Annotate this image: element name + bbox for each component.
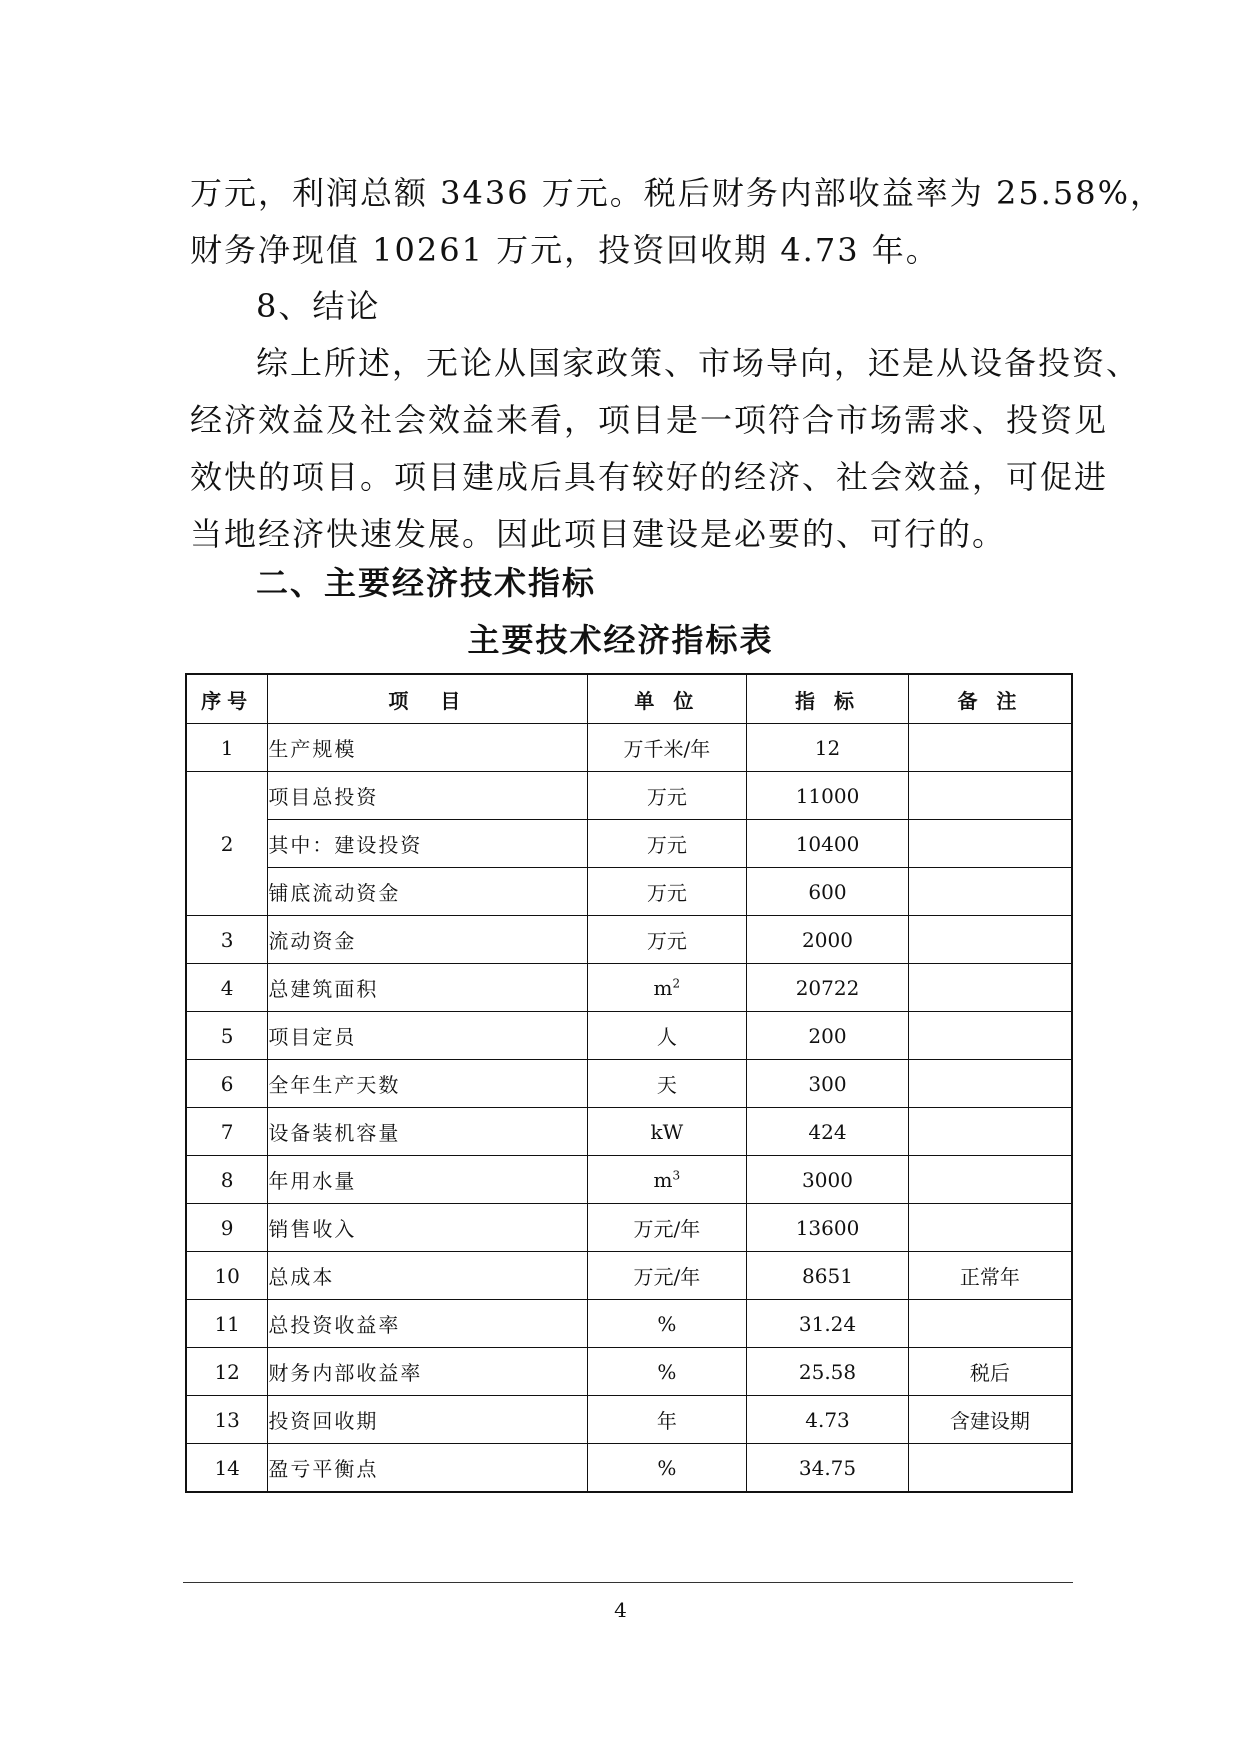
table-row xyxy=(186,1348,1072,1396)
cell-unit: 万元 xyxy=(587,868,747,916)
header-unit: 单 位 xyxy=(587,674,747,724)
table-row xyxy=(186,820,1072,868)
cell-item: 流动资金 xyxy=(268,916,587,964)
cell-note xyxy=(908,868,1072,916)
cell-no: 3 xyxy=(186,916,268,964)
cell-no: 11 xyxy=(186,1300,268,1348)
paragraph-line: 财务净现值 10261 万元，投资回收期 4.73 年。 xyxy=(190,231,940,269)
cell-unit: % xyxy=(587,1444,747,1493)
table-row xyxy=(186,1252,1072,1300)
footer-divider xyxy=(183,1582,1073,1583)
cell-no: 9 xyxy=(186,1204,268,1252)
cell-no: 5 xyxy=(186,1012,268,1060)
cell-unit: % xyxy=(587,1300,747,1348)
cell-value: 3000 xyxy=(747,1156,909,1204)
cell-item: 销售收入 xyxy=(268,1204,587,1252)
cell-no: 14 xyxy=(186,1444,268,1493)
cell-note xyxy=(908,1156,1072,1204)
cell-value: 12 xyxy=(747,724,909,772)
cell-note xyxy=(908,916,1072,964)
cell-note xyxy=(908,820,1072,868)
cell-note xyxy=(908,1060,1072,1108)
page-number: 4 xyxy=(614,1598,627,1622)
section-title: 二、主要经济技术指标 xyxy=(256,564,597,602)
cell-value: 200 xyxy=(747,1012,909,1060)
cell-value: 424 xyxy=(747,1108,909,1156)
header-value: 指 标 xyxy=(747,674,909,724)
paragraph-conclusion xyxy=(190,335,1141,563)
cell-item: 项目总投资 xyxy=(268,772,587,820)
table-row xyxy=(186,772,1072,820)
cell-value: 2000 xyxy=(747,916,909,964)
table-row xyxy=(186,964,1072,1012)
cell-item: 财务内部收益率 xyxy=(268,1348,587,1396)
unit-base: m xyxy=(653,975,673,1000)
cell-value: 10400 xyxy=(747,820,909,868)
cell-value: 20722 xyxy=(747,964,909,1012)
cell-unit: 人 xyxy=(587,1012,747,1060)
cell-note xyxy=(908,1108,1072,1156)
table-row xyxy=(186,1012,1072,1060)
cell-note: 税后 xyxy=(908,1348,1072,1396)
paragraph-line: 综上所述，无论从国家政策、市场导向，还是从设备投资、 xyxy=(256,344,1141,382)
table-title: 主要技术经济指标表 xyxy=(467,621,774,659)
cell-unit xyxy=(587,1156,747,1204)
unit-base: m xyxy=(653,1167,673,1192)
table-row xyxy=(186,724,1072,772)
cell-item: 投资回收期 xyxy=(268,1396,587,1444)
header-note: 备 注 xyxy=(908,674,1072,724)
cell-unit: 万元/年 xyxy=(587,1204,747,1252)
table-header-row xyxy=(186,674,1072,724)
table-row xyxy=(186,1444,1072,1493)
cell-item: 盈亏平衡点 xyxy=(268,1444,587,1493)
cell-note xyxy=(908,1444,1072,1493)
cell-item: 年用水量 xyxy=(268,1156,587,1204)
cell-unit: 万元 xyxy=(587,820,747,868)
cell-unit xyxy=(587,964,747,1012)
indicators-table xyxy=(185,673,1073,1493)
paragraph-line: 效快的项目。项目建成后具有较好的经济、社会效益，可促进 xyxy=(190,458,1109,496)
cell-item: 其中：建设投资 xyxy=(268,820,587,868)
cell-no: 7 xyxy=(186,1108,268,1156)
cell-item: 项目定员 xyxy=(268,1012,587,1060)
cell-unit: % xyxy=(587,1348,747,1396)
cell-unit: kW xyxy=(587,1108,747,1156)
cell-unit: 万千米/年 xyxy=(587,724,747,772)
cell-no: 8 xyxy=(186,1156,268,1204)
cell-item: 总成本 xyxy=(268,1252,587,1300)
cell-item: 全年生产天数 xyxy=(268,1060,587,1108)
cell-value: 600 xyxy=(747,868,909,916)
unit-superscript: 2 xyxy=(672,975,681,990)
cell-value: 8651 xyxy=(747,1252,909,1300)
table-row xyxy=(186,1300,1072,1348)
cell-unit: 年 xyxy=(587,1396,747,1444)
header-item: 项 目 xyxy=(268,674,587,724)
cell-note xyxy=(908,1204,1072,1252)
table-row xyxy=(186,1060,1072,1108)
cell-value: 300 xyxy=(747,1060,909,1108)
cell-unit: 天 xyxy=(587,1060,747,1108)
cell-item: 生产规模 xyxy=(268,724,587,772)
cell-no: 2 xyxy=(186,772,268,916)
paragraph-line: 万元，利润总额 3436 万元。税后财务内部收益率为 25.58%， xyxy=(190,174,1164,212)
cell-note xyxy=(908,1300,1072,1348)
conclusion-heading: 8、结论 xyxy=(256,287,381,325)
cell-note xyxy=(908,1012,1072,1060)
paragraph-line: 经济效益及社会效益来看，项目是一项符合市场需求、投资见 xyxy=(190,401,1109,439)
cell-note: 含建设期 xyxy=(908,1396,1072,1444)
paragraph-financial-summary xyxy=(190,165,1164,279)
cell-no: 10 xyxy=(186,1252,268,1300)
cell-value: 34.75 xyxy=(747,1444,909,1493)
cell-unit: 万元 xyxy=(587,772,747,820)
header-no: 序号 xyxy=(186,674,268,724)
paragraph-line: 当地经济快速发展。因此项目建设是必要的、可行的。 xyxy=(190,515,1007,553)
cell-item: 总建筑面积 xyxy=(268,964,587,1012)
cell-note xyxy=(908,964,1072,1012)
cell-no: 12 xyxy=(186,1348,268,1396)
cell-unit: 万元/年 xyxy=(587,1252,747,1300)
table-row xyxy=(186,868,1072,916)
cell-no: 13 xyxy=(186,1396,268,1444)
cell-item: 铺底流动资金 xyxy=(268,868,587,916)
cell-value: 31.24 xyxy=(747,1300,909,1348)
table-row xyxy=(186,916,1072,964)
cell-no: 1 xyxy=(186,724,268,772)
cell-note xyxy=(908,772,1072,820)
cell-item: 总投资收益率 xyxy=(268,1300,587,1348)
cell-value: 4.73 xyxy=(747,1396,909,1444)
cell-unit: 万元 xyxy=(587,916,747,964)
cell-note xyxy=(908,724,1072,772)
table-row xyxy=(186,1108,1072,1156)
unit-superscript: 3 xyxy=(672,1167,681,1182)
table-row xyxy=(186,1396,1072,1444)
cell-value: 25.58 xyxy=(747,1348,909,1396)
cell-value: 13600 xyxy=(747,1204,909,1252)
cell-item: 设备装机容量 xyxy=(268,1108,587,1156)
table-row xyxy=(186,1156,1072,1204)
cell-no: 6 xyxy=(186,1060,268,1108)
table-row xyxy=(186,1204,1072,1252)
cell-value: 11000 xyxy=(747,772,909,820)
cell-no: 4 xyxy=(186,964,268,1012)
cell-note: 正常年 xyxy=(908,1252,1072,1300)
